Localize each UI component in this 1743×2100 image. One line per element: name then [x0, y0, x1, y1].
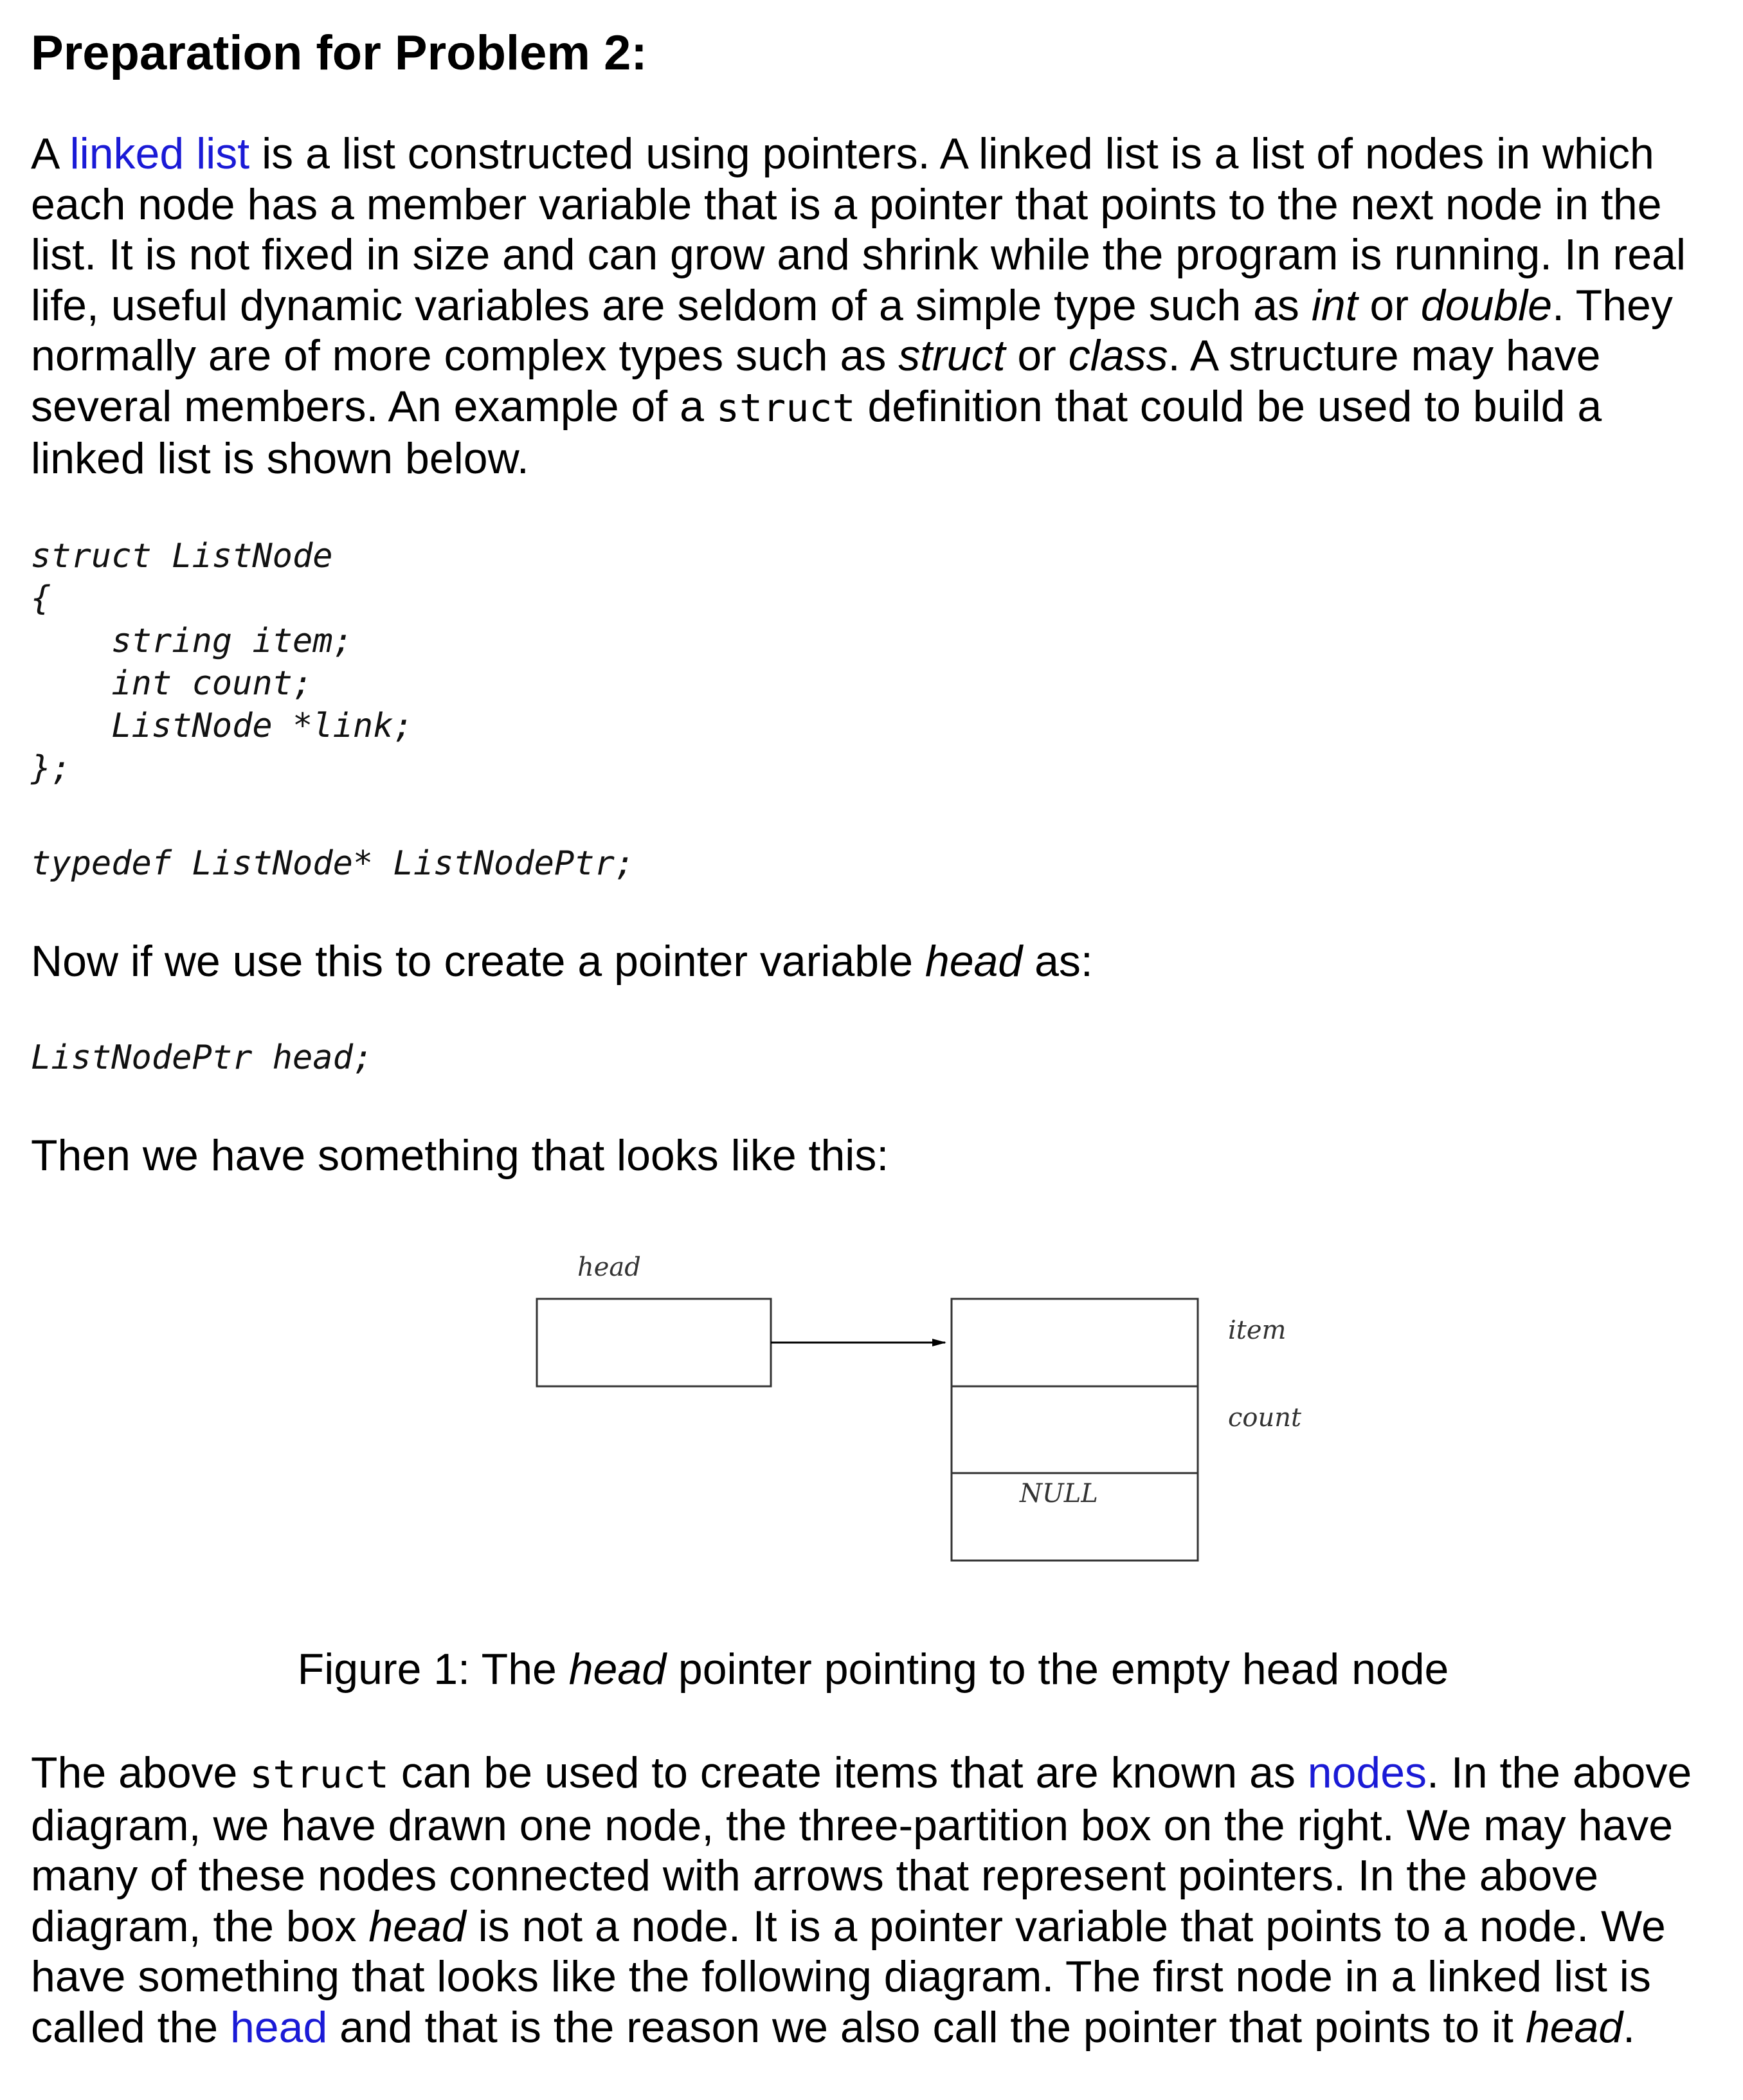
intro-line-5: normally are of more complex types such as struct or class. A structure may have [31, 331, 1601, 380]
linked-list-diagram [507, 1247, 1342, 1582]
item-label: item [1228, 1316, 1287, 1345]
diagram-canvas [507, 1247, 1342, 1582]
intro-line-2: each node has a member variable that is a pointer that points to the next node in the [31, 179, 1662, 229]
intro-line-4: life, useful dynamic variables are seldom of a simple type such as int or double. They [31, 280, 1673, 330]
struct-code-block [31, 535, 413, 790]
code-line: ListNode *link; [31, 707, 413, 745]
outro-line-4: diagram, the box head is not a node. It is a pointer variable that points to a node. We [31, 1901, 1666, 1951]
null-label: NULL [1020, 1479, 1098, 1508]
intro-line-6: several members. An example of a struct definition that could be used to build a [31, 381, 1602, 431]
node-count-cell [952, 1386, 1198, 1473]
outro-paragraph [31, 1748, 1715, 2052]
head-link[interactable]: head [230, 2002, 328, 2052]
nodes-link[interactable]: nodes [1307, 1748, 1427, 1797]
code-line: }; [31, 749, 71, 788]
page-title: Preparation for Problem 2: [31, 26, 647, 80]
figure-caption: Figure 1: The head pointer pointing to the empty head node [297, 1645, 1449, 1694]
head-declaration-code: ListNodePtr head; [31, 1038, 374, 1077]
inline-code-struct: struct [716, 385, 856, 431]
outro-line-2: diagram, we have drawn one node, the three-partition box on the right. We may have [31, 1800, 1674, 1850]
outro-line-1: The above struct can be used to create items that are known as nodes. In the above [31, 1748, 1692, 1797]
count-label: count [1228, 1403, 1302, 1433]
outro-line-6: called the head and that is the reason we also call the pointer that points to it head. [31, 2002, 1636, 2052]
code-line: struct ListNode [31, 537, 333, 575]
head-pointer-box [537, 1299, 771, 1386]
intro-line-1: A linked list is a list constructed using pointers. A linked list is a list of nodes in which [31, 129, 1654, 178]
code-line: int count; [31, 664, 313, 703]
head-label: head [577, 1253, 641, 1282]
inline-code-struct: struct [249, 1752, 389, 1797]
intro-paragraph [31, 129, 1715, 484]
typedef-code-line: typedef ListNode* ListNodePtr; [31, 844, 635, 883]
linked-list-link[interactable]: linked list [69, 129, 250, 178]
code-line: { [31, 579, 51, 618]
outro-line-5: have something that looks like the following diagram. The first node in a linked list is [31, 1952, 1651, 2001]
node-item-cell [952, 1299, 1198, 1386]
now-paragraph: Now if we use this to create a pointer variable head as: [31, 937, 1093, 986]
intro-line-7: linked list is shown below. [31, 434, 529, 483]
outro-line-3: many of these nodes connected with arrows that represent pointers. In the above [31, 1851, 1599, 1900]
intro-line-3: list. It is not fixed in size and can grow and shrink while the program is running. In real [31, 230, 1686, 279]
code-line: string item; [31, 622, 353, 660]
then-paragraph: Then we have something that looks like this: [31, 1131, 889, 1180]
